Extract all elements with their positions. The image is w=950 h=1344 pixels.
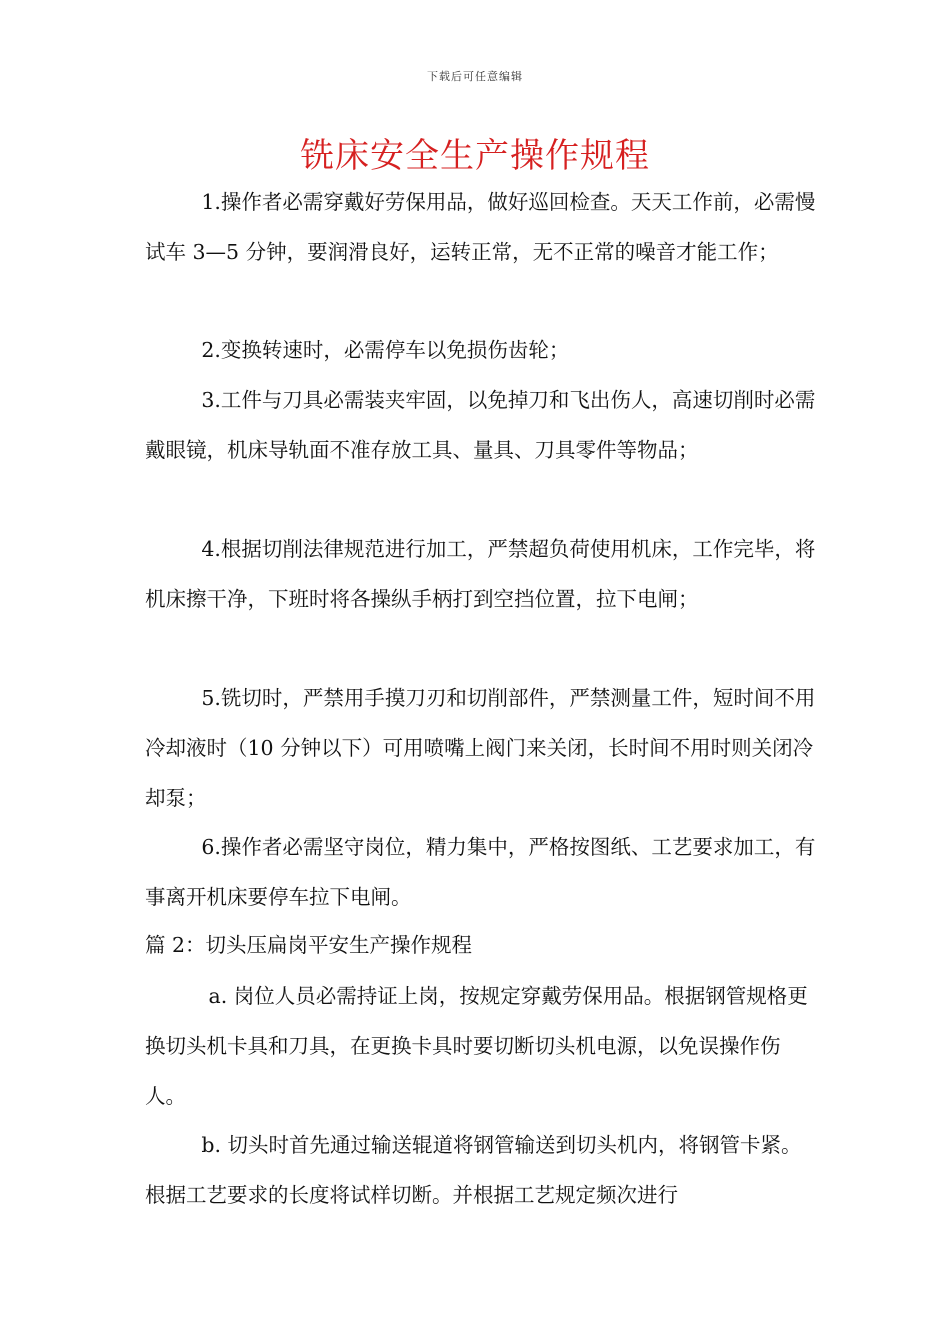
document-title: 铣床安全生产操作规程 bbox=[300, 136, 650, 176]
section-heading: 篇 2：切头压扁岗平安生产操作规程 bbox=[145, 933, 473, 957]
header-note: 下载后可任意编辑 bbox=[427, 70, 523, 83]
paragraph-1: 1.操作者必需穿戴好劳保用品，做好巡回检查。天天工作前，必需慢试车 3—5 分钟，要润滑良好，运转正常，无不正常的噪音才能工作； bbox=[145, 190, 816, 264]
paragraph-a: a. 岗位人员必需持证上岗，按规定穿戴劳保用品。根据钢管规格更换切头机卡具和刀具，在更换卡具时要切断切头机电源，以免误操作伤人。 bbox=[145, 984, 808, 1108]
paragraph-3: 3.工件与刀具必需装夹牢固，以免掉刀和飞出伤人，高速切削时必需戴眼镜，机床导轨面不准存放工具、量具、刀具零件等物品； bbox=[145, 388, 816, 462]
paragraph-4: 4.根据切削法律规范进行加工，严禁超负荷使用机床，工作完毕，将机床擦干净，下班时将各操纵手柄打到空挡位置，拉下电闸； bbox=[145, 537, 816, 611]
paragraph-b: b. 切头时首先通过输送辊道将钢管输送到切头机内，将钢管卡紧。根据工艺要求的长度将试样切断。并根据工艺规定频次进行 bbox=[145, 1133, 802, 1207]
paragraph-2: 2.变换转速时，必需停车以免损伤齿轮； bbox=[201, 338, 570, 362]
paragraph-6: 6.操作者必需坚守岗位，精力集中，严格按图纸、工艺要求加工，有事离开机床要停车拉下电闸。 bbox=[145, 835, 816, 909]
paragraph-5: 5.铣切时，严禁用手摸刀刃和切削部件，严禁测量工件，短时间不用冷却液时（10 分钟以下）可用喷嘴上阀门来关闭，长时间不用时则关闭冷却泵； bbox=[145, 686, 816, 810]
